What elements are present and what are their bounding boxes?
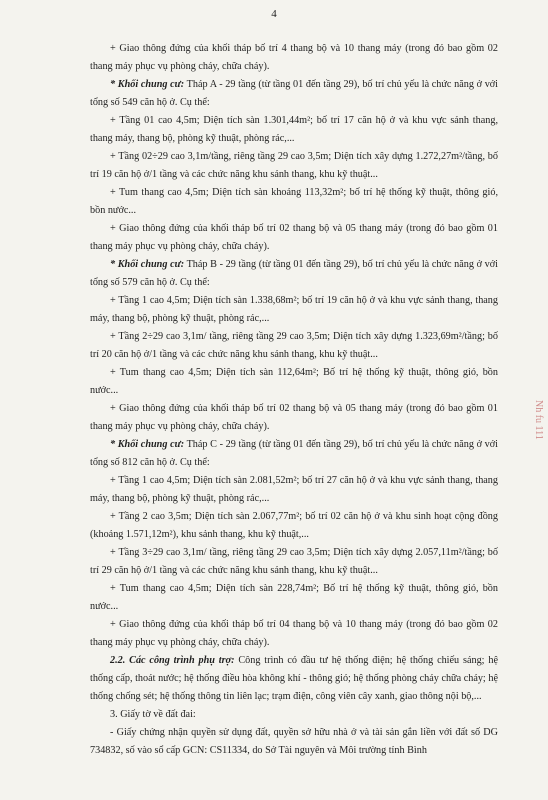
paragraph: + Giao thông đứng của khối tháp bố trí 04 thang bộ và 10 thang máy (trong đó bao gồm 02 thang máy phục vụ phòng cháy, chữa cháy).	[90, 619, 498, 648]
paragraph: + Tầng 2 cao 3,5m; Diện tích sàn 2.067,77m²; bố trí 02 căn hộ ở và khu sinh hoạt cộng đồng (khoảng 1.571,12m²), khu sảnh thang, khu kỹ thuật,...	[90, 511, 498, 540]
paragraph: + Tầng 3÷29 cao 3,1m/ tầng, riêng tầng 29 cao 3,5m; Diện tích xây dựng 2.057,11m²/tầng; bố trí 29 căn hộ ở/1 tầng và các chức năng khu sảnh thang, khu kỹ thuật...	[90, 547, 498, 576]
paragraph: + Tầng 1 cao 4,5m; Diện tích sàn 1.338,68m²; bố trí 19 căn hộ ở và khu vực sảnh thang, thang máy, thang bộ, phòng kỹ thuật, phòng rác,...	[90, 295, 498, 324]
paragraph: 2.2. Các công trình phụ trợ: Công trình có đầu tư hệ thống điện; hệ thống chiếu sáng; hệ thống cấp, thoát nước; hệ thống điều hòa không khí - thông gió; hệ thống phòng cháy chữa cháy; hệ thống chống sét; hệ thống thông tin liên lạc; trạm điện, công viên cây xanh, giao thông nội bộ,...	[90, 655, 498, 702]
paragraph: * Khối chung cư: Tháp A - 29 tầng (từ tầng 01 đến tầng 29), bố trí chủ yếu là chức năng ở với tổng số 549 căn hộ ở. Cụ thể:	[90, 79, 498, 108]
section-lead: * Khối chung cư:	[110, 439, 185, 450]
document-body	[90, 40, 498, 760]
paragraph: + Tầng 1 cao 4,5m; Diện tích sàn 2.081,52m²; bố trí 27 căn hộ ở và khu vực sảnh thang, thang máy, thang bộ, phòng kỹ thuật, phòng rác,...	[90, 475, 498, 504]
paragraph: + Tầng 2÷29 cao 3,1m/ tầng, riêng tầng 29 cao 3,5m; Diện tích xây dựng 1.323,69m²/tầng; bố trí 20 căn hộ ở/1 tầng và các chức năng khu sảnh thang, khu kỹ thuật...	[90, 331, 498, 360]
paragraph: + Tầng 02÷29 cao 3,1m/tầng, riêng tầng 29 cao 3,5m; Diện tích xây dựng 1.272,27m²/tầng, bố trí 19 căn hộ ở/1 tầng và các chức năng khu sảnh thang, khu kỹ thuật...	[90, 151, 498, 180]
paragraph: + Tầng 01 cao 4,5m; Diện tích sàn 1.301,44m²; bố trí 17 căn hộ ở và khu vực sảnh thang, thang máy, thang bộ, phòng kỹ thuật, phòng rác,...	[90, 115, 498, 144]
paragraph: + Tum thang cao 4,5m; Diện tích sàn 112,64m²; Bố trí hệ thống kỹ thuật, thông gió, bồn nước...	[90, 367, 498, 396]
paragraph: * Khối chung cư: Tháp C - 29 tầng (từ tầng 01 đến tầng 29), bố trí chủ yếu là chức năng ở với tổng số 812 căn hộ ở. Cụ thể:	[90, 439, 498, 468]
paragraph: + Giao thông đứng của khối tháp bố trí 02 thang bộ và 05 thang máy (trong đó bao gồm 01 thang máy phục vụ phòng cháy, chữa cháy).	[90, 223, 498, 252]
section-lead: * Khối chung cư:	[110, 79, 185, 90]
paragraph: + Tum thang cao 4,5m; Diện tích sàn khoảng 113,32m²; bố trí hệ thống kỹ thuật, thông gió, bồn nước...	[90, 187, 498, 216]
section-lead: * Khối chung cư:	[110, 259, 185, 270]
section-lead: 2.2. Các công trình phụ trợ:	[110, 655, 235, 666]
page-number: 4	[271, 8, 277, 20]
paragraph: + Giao thông đứng của khối tháp bố trí 4 thang bộ và 10 thang máy (trong đó bao gồm 02 thang máy phục vụ phòng cháy, chữa cháy).	[90, 43, 498, 72]
paragraph: - Giấy chứng nhận quyền sử dụng đất, quyền sở hữu nhà ở và tài sản gắn liền với đất số DG 734832, số vào sổ cấp GCN: CS11334, do Sở Tài nguyên và Môi trường tỉnh Bình	[90, 727, 498, 756]
paragraph: * Khối chung cư: Tháp B - 29 tầng (từ tầng 01 đến tầng 29), bố trí chủ yếu là chức năng ở với tổng số 579 căn hộ ở. Cụ thể:	[90, 259, 498, 288]
section-heading: 3. Giấy tờ về đất đai:	[110, 709, 196, 720]
paragraph: + Tum thang cao 4,5m; Diện tích sàn 228,74m²; Bố trí hệ thống kỹ thuật, thông gió, bồn nước...	[90, 583, 498, 612]
paragraph: + Giao thông đứng của khối tháp bố trí 02 thang bộ và 05 thang máy (trong đó bao gồm 01 thang máy phục vụ phòng cháy, chữa cháy).	[90, 403, 498, 432]
red-stamp-mark: Nh fu 111	[533, 400, 544, 440]
